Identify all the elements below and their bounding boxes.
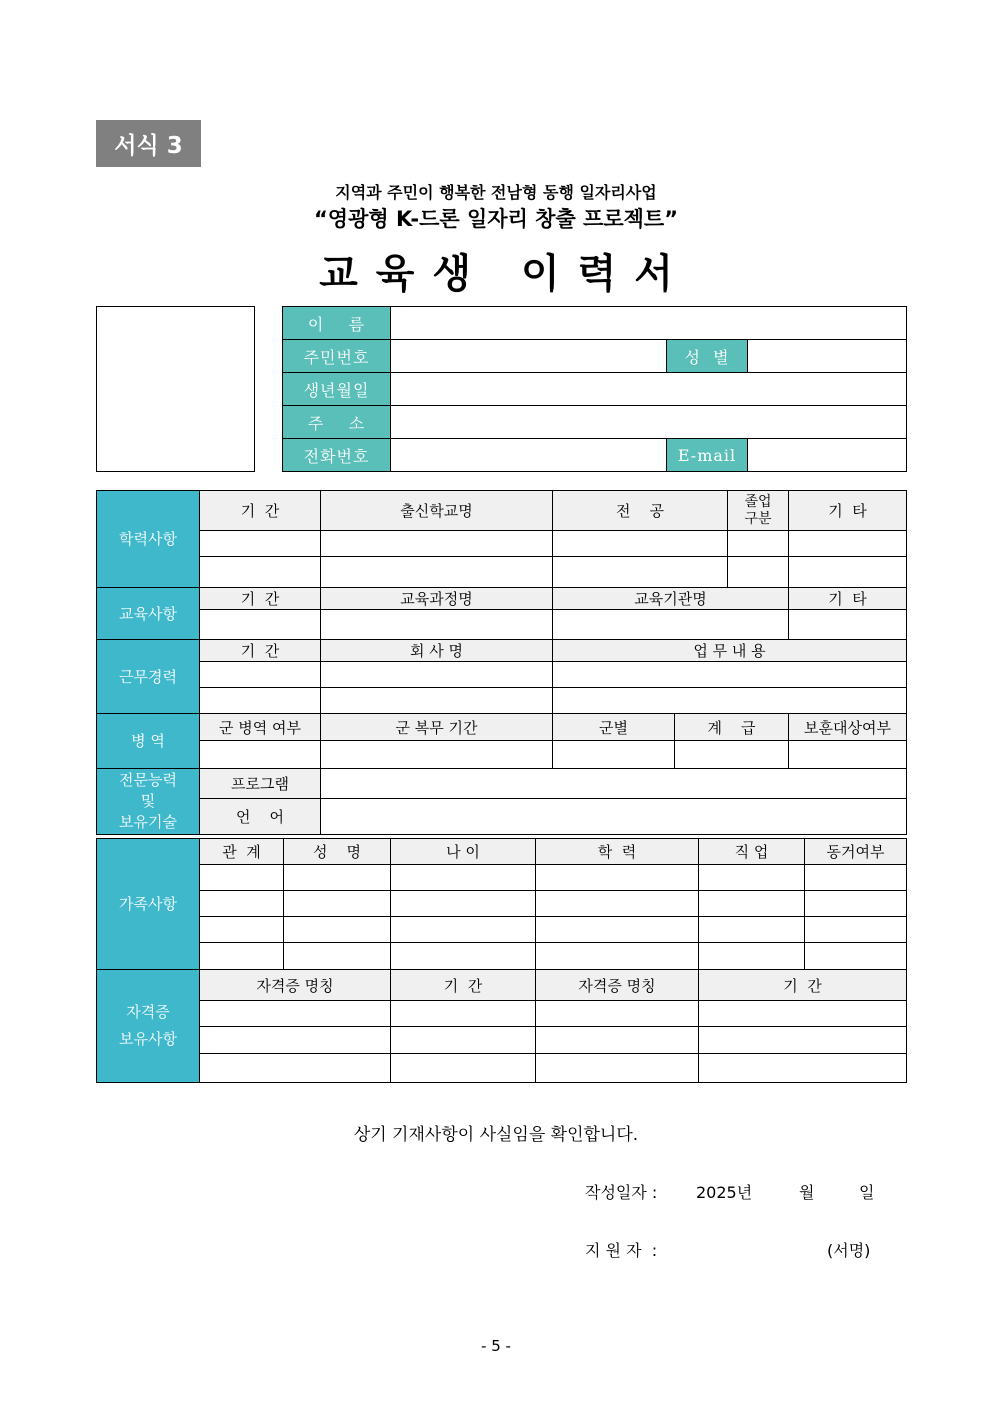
cert-cell[interactable] [391, 1001, 536, 1027]
skills-category-line3: 보유기술 [119, 813, 177, 831]
education-cell[interactable] [789, 531, 907, 557]
military-cell[interactable] [675, 741, 789, 769]
resident-no-label: 주민번호 [283, 340, 391, 373]
family-cell[interactable] [284, 891, 391, 917]
military-category: 병 역 [97, 714, 200, 769]
language-label: 언 어 [200, 799, 321, 835]
family-header-job: 직 업 [699, 839, 805, 865]
training-cell[interactable] [789, 610, 907, 640]
education-cell[interactable] [553, 531, 728, 557]
gender-label: 성 별 [667, 340, 748, 373]
education-cell[interactable] [728, 531, 789, 557]
family-header-name: 성 명 [284, 839, 391, 865]
training-header-institution: 교육기관명 [553, 588, 789, 610]
family-cell[interactable] [200, 891, 284, 917]
birth-label: 생년월일 [283, 373, 391, 406]
family-header-relation: 관 계 [200, 839, 284, 865]
education-header-period: 기 간 [200, 491, 321, 531]
family-header-age: 나 이 [391, 839, 536, 865]
family-cell[interactable] [391, 917, 536, 943]
education-cell[interactable] [200, 531, 321, 557]
education-cell[interactable] [321, 531, 553, 557]
cert-cell[interactable] [536, 1054, 699, 1083]
family-cell[interactable] [200, 917, 284, 943]
skills-category [97, 769, 200, 835]
personal-info-table [282, 306, 907, 472]
work-cell[interactable] [200, 688, 321, 714]
family-cell[interactable] [536, 865, 699, 891]
cert-cell[interactable] [200, 1054, 391, 1083]
military-cell[interactable] [789, 741, 907, 769]
family-cell[interactable] [536, 917, 699, 943]
applicant-label: 지 원 자 : [585, 1241, 658, 1260]
training-cell[interactable] [321, 610, 553, 640]
education-cell[interactable] [200, 557, 321, 588]
work-header-period: 기 간 [200, 640, 321, 662]
work-cell[interactable] [553, 662, 907, 688]
work-header-company: 회 사 명 [321, 640, 553, 662]
education-cell[interactable] [553, 557, 728, 588]
page-title: 교육생 이력서 [319, 251, 691, 297]
name-label: 이 름 [283, 307, 391, 340]
date-label: 작성일자 : [585, 1183, 658, 1202]
language-field[interactable] [321, 799, 907, 835]
training-cell[interactable] [553, 610, 789, 640]
certificates-table [96, 969, 907, 1083]
cert-cell[interactable] [536, 1027, 699, 1054]
training-cell[interactable] [200, 610, 321, 640]
cert-cell[interactable] [200, 1001, 391, 1027]
cert-cell[interactable] [200, 1027, 391, 1054]
confirmation-statement: 상기 기재사항이 사실임을 확인합니다. [353, 1125, 639, 1145]
family-cell[interactable] [699, 891, 805, 917]
cert-cell[interactable] [391, 1054, 536, 1083]
work-header-duties: 업 무 내 용 [553, 640, 907, 662]
cert-header-name-2: 자격증 명칭 [536, 970, 699, 1001]
education-category: 학력사항 [97, 491, 200, 588]
work-cell[interactable] [200, 662, 321, 688]
military-header-branch: 군별 [553, 714, 675, 741]
training-header-course: 교육과정명 [321, 588, 553, 610]
family-header-education: 학 력 [536, 839, 699, 865]
page-number: - 5 - [481, 1337, 511, 1355]
family-cell[interactable] [284, 865, 391, 891]
project-title: “영광형 K-드론 일자리 창출 프로젝트” [313, 207, 678, 231]
family-cell[interactable] [391, 943, 536, 970]
cert-cell[interactable] [699, 1027, 907, 1054]
phone-label: 전화번호 [283, 439, 391, 472]
certificates-category-line2: 보유사항 [119, 1030, 177, 1048]
education-header-major: 전 공 [553, 491, 728, 531]
date-month: 월 [799, 1183, 815, 1202]
work-cell[interactable] [553, 688, 907, 714]
work-cell[interactable] [321, 688, 553, 714]
applicant-name-field[interactable] [690, 1238, 820, 1260]
family-cell[interactable] [391, 865, 536, 891]
date-day: 일 [859, 1183, 875, 1202]
family-cell[interactable] [805, 891, 907, 917]
training-header-period: 기 간 [200, 588, 321, 610]
program-label: 프로그램 [200, 769, 321, 799]
family-cell[interactable] [805, 917, 907, 943]
birth-field[interactable] [391, 373, 907, 406]
family-category: 가족사항 [97, 839, 200, 970]
family-cell[interactable] [805, 865, 907, 891]
history-table [96, 490, 907, 835]
family-header-cohabit: 동거여부 [805, 839, 907, 865]
cert-cell[interactable] [536, 1001, 699, 1027]
work-category: 근무경력 [97, 640, 200, 714]
military-header-period: 군 복무 기간 [321, 714, 553, 741]
military-cell[interactable] [553, 741, 675, 769]
program-field[interactable] [321, 769, 907, 799]
cert-cell[interactable] [391, 1027, 536, 1054]
cert-header-name-1: 자격증 명칭 [200, 970, 391, 1001]
resident-no-field[interactable] [391, 340, 667, 373]
education-cell[interactable] [728, 557, 789, 588]
military-header-veteran: 보훈대상여부 [789, 714, 907, 741]
gender-field[interactable] [748, 340, 907, 373]
family-cell[interactable] [699, 917, 805, 943]
phone-field[interactable] [391, 439, 667, 472]
skills-category-line2: 및 [140, 792, 156, 810]
family-cell[interactable] [391, 891, 536, 917]
family-cell[interactable] [200, 943, 284, 970]
education-header-school: 출신학교명 [321, 491, 553, 531]
form-number-label: 서식 3 [96, 120, 201, 167]
family-table [96, 838, 907, 970]
certificates-category-line1: 자격증 [126, 1003, 170, 1021]
education-cell[interactable] [789, 557, 907, 588]
name-field[interactable] [391, 307, 907, 340]
family-cell[interactable] [200, 865, 284, 891]
address-label: 주 소 [283, 406, 391, 439]
military-cell[interactable] [321, 741, 553, 769]
work-cell[interactable] [321, 662, 553, 688]
photo-box[interactable] [96, 306, 255, 472]
family-cell[interactable] [699, 943, 805, 970]
military-header-rank: 계 급 [675, 714, 789, 741]
email-field[interactable] [748, 439, 907, 472]
certificates-category [97, 970, 200, 1083]
military-cell[interactable] [200, 741, 321, 769]
family-cell[interactable] [284, 917, 391, 943]
family-cell[interactable] [536, 891, 699, 917]
email-label: E-mail [667, 439, 748, 472]
cert-cell[interactable] [699, 1054, 907, 1083]
address-field[interactable] [391, 406, 907, 439]
family-cell[interactable] [699, 865, 805, 891]
signature-mark[interactable]: (서명) [827, 1241, 871, 1260]
military-header-status: 군 병역 여부 [200, 714, 321, 741]
family-cell[interactable] [805, 943, 907, 970]
cert-header-period-1: 기 간 [391, 970, 536, 1001]
education-cell[interactable] [321, 557, 553, 588]
education-header-etc: 기 타 [789, 491, 907, 531]
family-cell[interactable] [284, 943, 391, 970]
skills-category-line1: 전문능력 [119, 771, 177, 789]
date-year: 2025년 [696, 1183, 753, 1202]
training-header-etc: 기 타 [789, 588, 907, 610]
subtitle: 지역과 주민이 행복한 전남형 동행 일자리사업 [335, 183, 657, 202]
cert-cell[interactable] [699, 1001, 907, 1027]
training-category: 교육사항 [97, 588, 200, 640]
education-header-graduation: 졸업 구분 [728, 491, 789, 531]
cert-header-period-2: 기 간 [699, 970, 907, 1001]
family-cell[interactable] [536, 943, 699, 970]
